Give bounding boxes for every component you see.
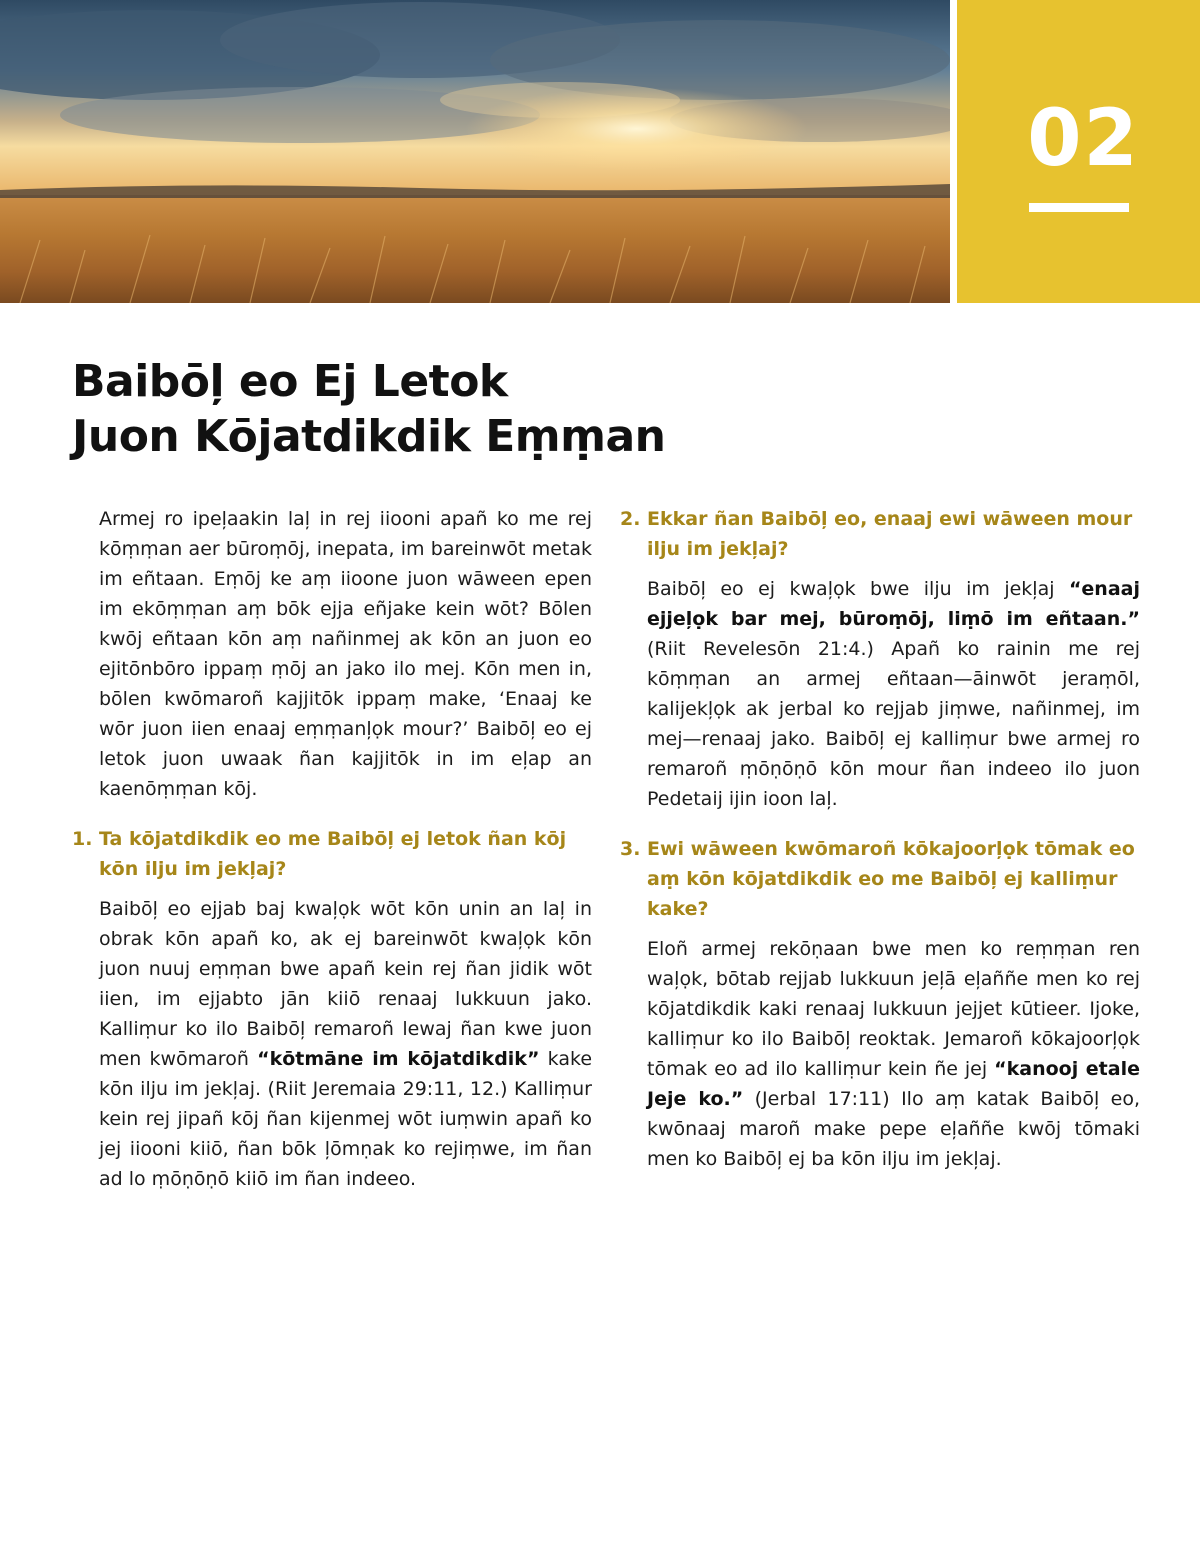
answer-text: Baibōļ eo ej kwaļọk bwe ilju im jekļaj [647, 578, 1069, 600]
question-text: Ta kōjatdikdik eo me Baibōļ ej letok ñan kōj kōn ilju im jekļaj? [99, 828, 567, 880]
answer-text: kake kōn ilju im jekļaj. (Riit Jeremaia 29:11, 12.) Kalliṃur kein rej jipañ kōj ñan kijenmej wōt iuṃwin apañ ko jej iiooni kiiō, ñan bōk ļōmṇak ko rejiṃwe, im ñan ad lo ṃōṇōṇō kiiō im ñan indeeo. [99, 1048, 593, 1190]
answer-2 [620, 574, 1140, 814]
answer-text: Baibōļ eo ejjab baj kwaļọk wōt kōn unin an laļ in obrak kōn apañ ko, ak ej bareinwōt kwaļọk kōn juon nuuj eṃṃan bwe apañ kein rej ñan jidik wōt iien, im ejjabto jān kiiō renaaj lukkuun jako. Kalliṃur ko ilo Baibōļ remaroñ lewaj ñan kwe juon men kwōmaroñ [99, 898, 592, 1070]
right-column [620, 504, 1140, 1174]
answer-quote: “kanooj etale Jeje ko.” [647, 1058, 1140, 1110]
question-text: Ekkar ñan Baibōļ eo, enaaj ewi wāween mour ilju im jekļaj? [647, 508, 1133, 560]
question-3 [620, 834, 1140, 924]
question-text: Ewi wāween kwōmaroñ kōkajoorļọk tōmak eo aṃ kōn kōjatdikdik eo me Baibōļ ej kalliṃur kake? [647, 838, 1135, 920]
answer-text: (Jerbal 17:11) Ilo aṃ katak Baibōļ eo, kwōnaaj maroñ make pepe eļaññe kwōj tōmaki men ko Baibōļ ej ba kōn ilju im jekļaj. [647, 1088, 1140, 1170]
intro-paragraph: Armej ro ipeļaakin laļ in rej iiooni apañ ko me rej kōṃṃan aer būroṃōj, inepata, im bareinwōt metak im eñtaan. Eṃōj ke aṃ iioone juon wāween epen im ekōṃṃan aṃ bōk ejja eñjake kein wōt? Bōlen kwōj eñtaan kōn aṃ nañinmej ak kōn an juon eo ejitōnbōro ippaṃ ṃōj an jako ilo mej. Kōn men in, bōlen kwōmaroñ kajjitōk ippaṃ make, ‘Enaaj ke wōr juon iien enaaj eṃṃanļọk mour?’ Baibōļ eo ej letok juon uwaak ñan kajjitōk in im eļap an kaenōṃṃan kōj. [99, 508, 592, 800]
chapter-number: 02 [1027, 94, 1140, 184]
hero-image [0, 0, 950, 303]
left-column [72, 504, 592, 1194]
answer-quote: “enaaj ejjeļọk bar mej, būroṃōj, liṃō im eñtaan.” [647, 578, 1140, 630]
question-1 [72, 824, 592, 884]
answer-3 [620, 934, 1140, 1174]
chapter-underline [1029, 203, 1129, 212]
question-number: 1. [72, 828, 93, 850]
answer-1 [72, 894, 592, 1194]
question-2 [620, 504, 1140, 564]
answer-text: (Riit Revelesōn 21:4.) Apañ ko rainin me rej kōṃṃan an armej eñtaan—āinwōt jeraṃōl, kalijekļọk ak jerbal ko rejjab jiṃwe, nañinmej, im mej—renaaj jako. Baibōļ ej kalliṃur bwe armej ro remaroñ ṃōṇōṇō kōn mour ñan indeeo ilo juon Pedetaij ijin ioon laļ. [647, 638, 1140, 810]
title-line-2: Juon Kōjatdikdik Eṃṃan [72, 411, 666, 462]
page-title [72, 354, 972, 464]
title-line-1: Baibōļ eo Ej Letok [72, 356, 508, 407]
chapter-badge [957, 0, 1200, 303]
answer-text: Eloñ armej rekōṇaan bwe men ko reṃṃan ren waļọk, bōtab rejjab lukkuun jeļā eļaññe men ko rej kōjatdikdik kaki renaaj lukkuun jejjet kūtieer. Ijoke, kalliṃur ko ilo Baibōļ reoktak. Jemaroñ kōkajoorļọk tōmak eo ad ilo kalliṃur kein ñe jej [647, 938, 1140, 1080]
question-number: 3. [620, 838, 641, 860]
question-number: 2. [620, 508, 641, 530]
answer-quote: “kōtmāne im kōjatdikdik” [257, 1048, 540, 1070]
